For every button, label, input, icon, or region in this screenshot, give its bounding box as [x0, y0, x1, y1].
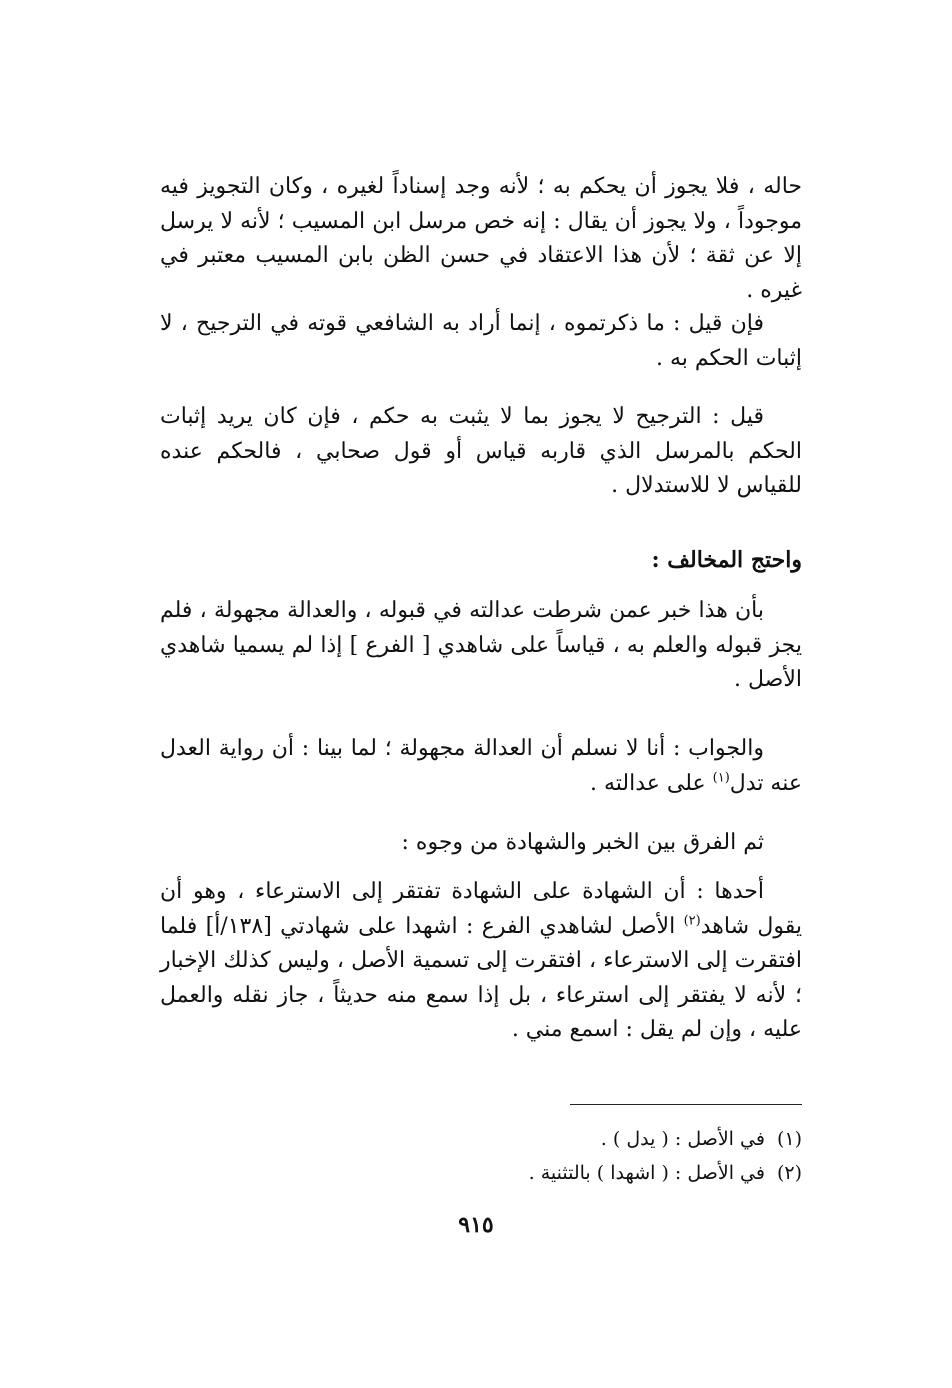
- paragraph-7-text-a: أحدها : أن الشهادة على الشهادة تفتقر إلى الاسترعاء ، وهو أن يقول شاهد: [160, 879, 802, 939]
- paragraph-4: بأن هذا خبر عمن شرطت عدالته في قبوله ، والعدالة مجهولة ، فلم يجز قبوله والعلم به ، قياساً على شاهدي [ الفرع ] إذا لم يسميا شاهدي الأصل .: [160, 598, 802, 692]
- footnote-ref-1: (١): [712, 770, 730, 786]
- section-heading: واحتج المخالف :: [651, 547, 802, 573]
- paragraph-7-text-b: الأصل لشاهدي الفرع : اشهدا على شهادتي [١٣٨/أ] فلما افتقرت إلى الاسترعاء ، افتقرت إلى تسمية الأصل ، وليس كذلك الإخبار ؛ لأنه لا يفتقر إلى استرعاء ، بل إذا سمع منه حديثاً ، جاز نقله والعمل عليه ، وإن لم يقل : اسمع مني .: [160, 913, 802, 1042]
- footnote-ref-2: (٢): [683, 913, 701, 929]
- paragraph-6: ثم الفرق بين الخبر والشهادة من وجوه :: [401, 830, 764, 855]
- footnote-2-number: (٢): [776, 1162, 802, 1184]
- footnote-2-text: في الأصل : ( اشهدا ) بالتثنية .: [528, 1162, 765, 1184]
- footnote-1: [400, 1122, 802, 1156]
- footnote-1-text: في الأصل : ( يدل ) .: [600, 1128, 765, 1150]
- paragraph-3: قيل : الترجيح لا يجوز بما لا يثبت به حكم ، فإن كان يريد إثبات الحكم بالمرسل الذي قاربه قياس أو قول صحابي ، فالحكم عنده للقياس لا للاستدلال .: [160, 404, 802, 498]
- footnote-1-number: (١): [776, 1128, 802, 1150]
- paragraph-7: [160, 875, 802, 1048]
- page-number: ٩١٥: [458, 1212, 494, 1238]
- paragraph-5-text-b: على عدالته .: [589, 770, 713, 796]
- footnote-2: [400, 1156, 802, 1190]
- paragraph-5: [160, 732, 802, 801]
- paragraph-1: حاله ، فلا يجوز أن يحكم به ؛ لأنه وجد إسناداً لغيره ، وكان التجويز فيه موجوداً ، ولا يجوز أن يقال : إنه خص مرسل ابن المسيب ؛ لأنه لا يرسل إلا عن ثقة ؛ لأن هذا الاعتقاد في حسن الظن بابن المسيب معتبر في غيره .: [160, 174, 802, 303]
- paragraph-2: فإن قيل : ما ذكرتموه ، إنما أراد به الشافعي قوته في الترجيح ، لا إثبات الحكم به .: [160, 311, 802, 371]
- footnotes: [400, 1122, 802, 1190]
- paragraph-5-text-a: والجواب : أنا لا نسلم أن العدالة مجهولة ؛ لما بينا : أن رواية العدل عنه تدل: [160, 736, 802, 796]
- footnote-divider: [570, 1104, 802, 1105]
